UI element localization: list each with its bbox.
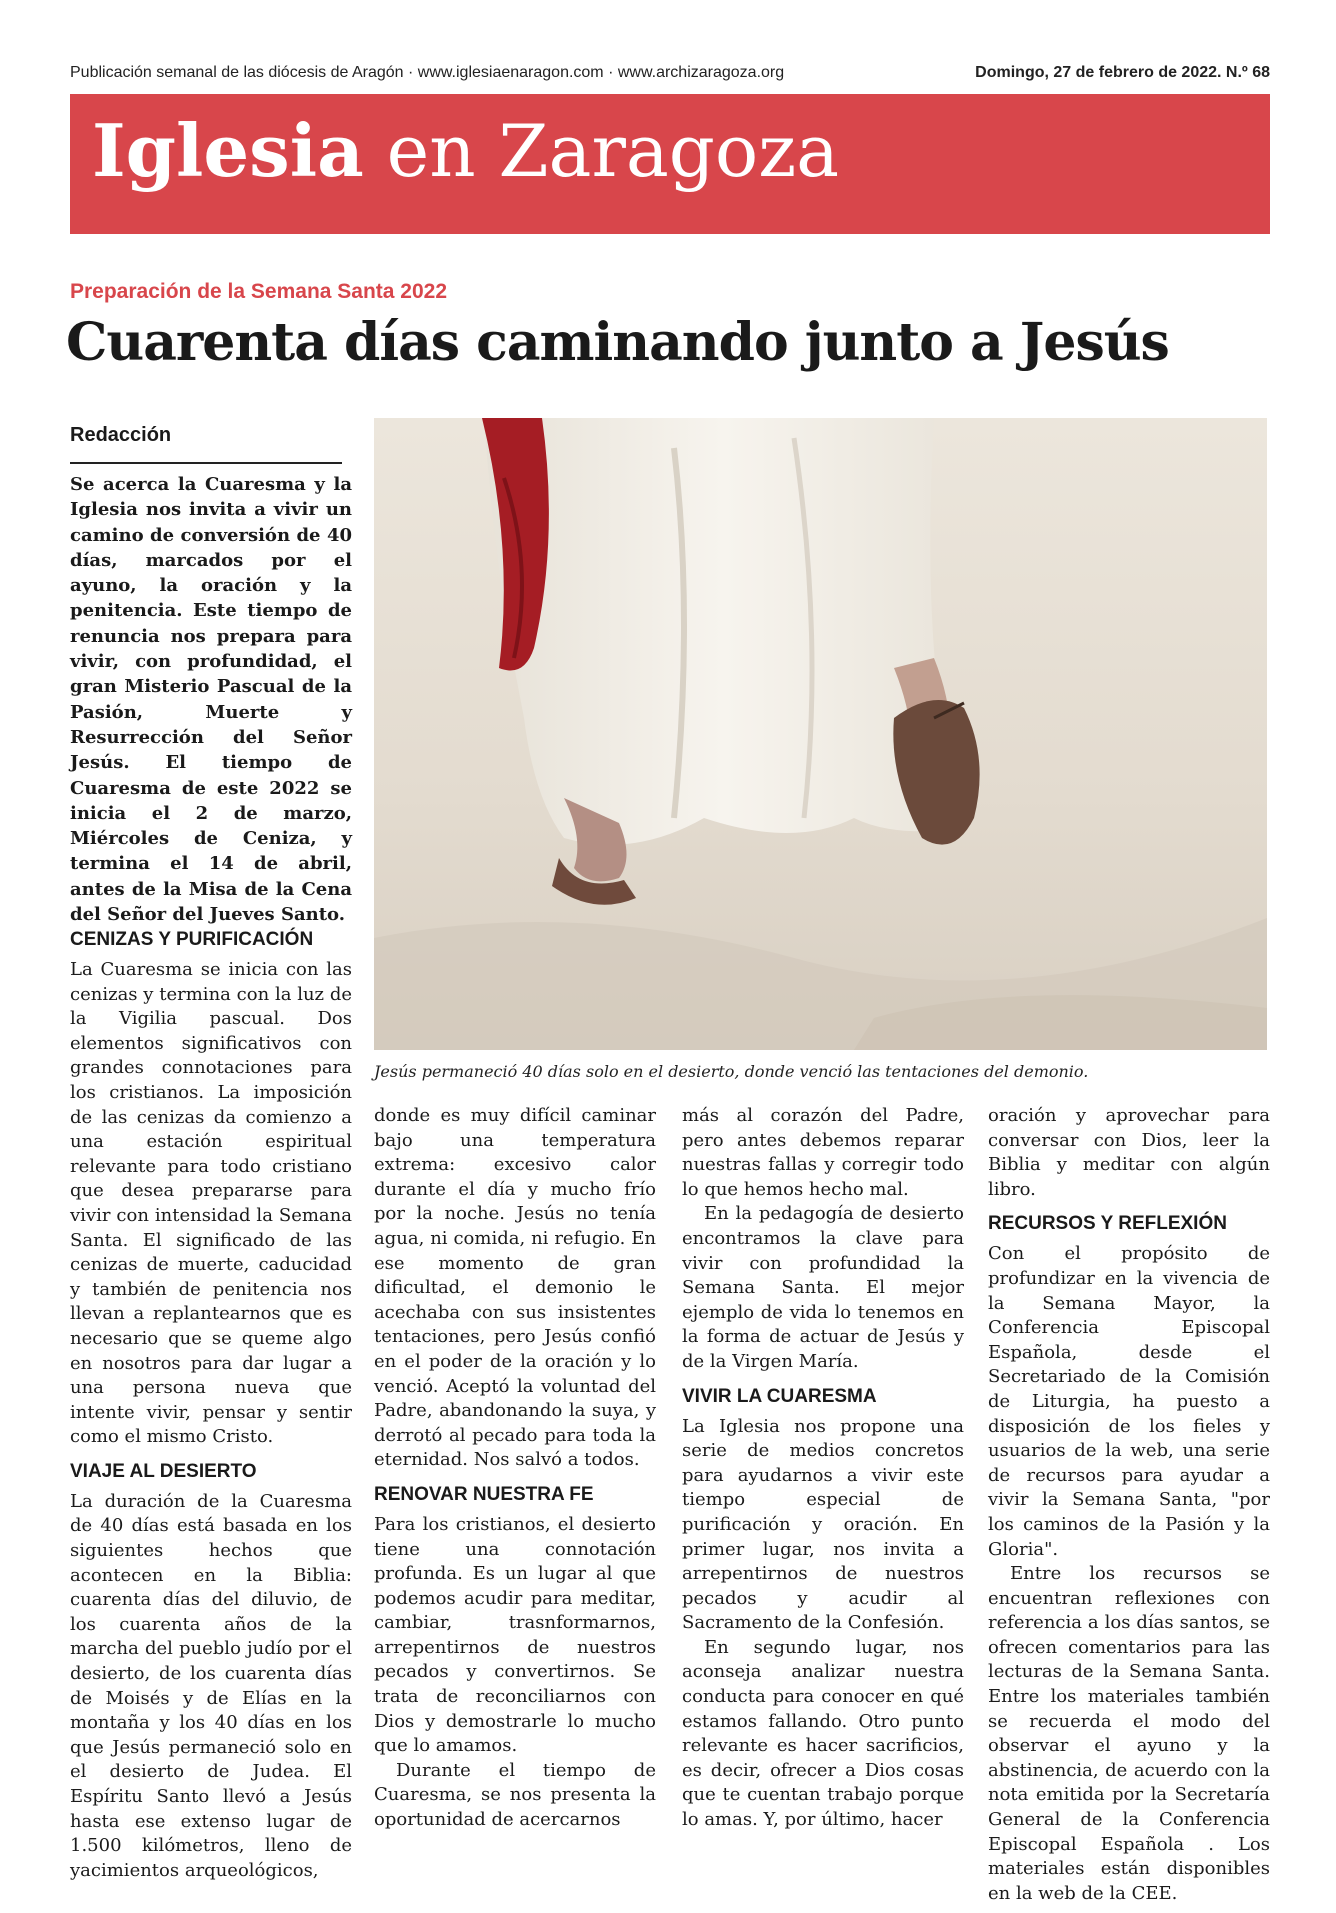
section-heading: VIVIR LA CUARESMA — [682, 1385, 877, 1407]
paragraph: Entre los recursos se encuentran reflexiones con referencia a los días santos, se ofrecen comentarios para las lecturas de la Semana Santa. Entre los materiales también se recuerda el modo del observar el ayuno y la abstinencia, de acuerdo con la nota emitida por la Secretaría General de la Conferencia Episcopal Española . Los materiales están disponibles en la web de la CEE. — [988, 1563, 1270, 1904]
article-byline: Redacción — [70, 424, 172, 446]
masthead-title — [92, 108, 839, 193]
photo-caption: Jesús permaneció 40 días solo en el desierto, donde venció las tentaciones del demonio. — [374, 1062, 1089, 1081]
article-photo — [374, 418, 1267, 1050]
masthead-title-light: en Zaragoza — [386, 109, 840, 193]
article-column-2 — [374, 1104, 656, 1833]
issue-date: Domingo, 27 de febrero de 2022. N.º 68 — [975, 64, 1270, 81]
section-heading: VIAJE AL DESIERTO — [70, 1460, 257, 1482]
paragraph: donde es muy difícil caminar bajo una temperatura extrema: excesivo calor durante el día y mucho frío por la noche. Jesús no tenía agua, ni comida, ni refugio. En ese momento de gran dificultad, el demonio le acechaba con sus insistentes tentaciones, pero Jesús confió en el poder de la oración y lo venció. Aceptó la voluntad del Padre, abandonando la suya, y derrotó al pecado para toda la eternidad. Nos salvó a todos. — [374, 1105, 656, 1471]
paragraph: Con el propósito de profundizar en la vivencia de la Semana Mayor, la Conferencia Episcopal Española, desde el Secretariado de la Comisión de Liturgia, ha puesto a disposición de los fieles y usuarios de la web, una serie de recursos para ayudar a vivir la Semana Santa, "por los caminos de la Pasión y la Gloria". — [988, 1243, 1270, 1560]
byline-divider — [70, 462, 342, 464]
paragraph: oración y aprovechar para conversar con Dios, leer la Biblia y meditar con algún libro. — [988, 1105, 1270, 1200]
paragraph: La Cuaresma se inicia con las cenizas y termina con la luz de la Vigilia pascual. Dos elementos significativos con grandes connotaciones para los cristianos. La imposición de las cenizas da comienzo a una estación espiritual relevante para todo cristiano que desea prepararse para vivir con intensidad la Semana Santa. El significado de las cenizas de muerte, caducidad y también de penitencia nos llevan a replantearnos que es necesario que se queme algo en nosotros para dar lugar a una persona nueva que intente vivir, pensar y sentir como el mismo Cristo. — [70, 959, 352, 1448]
masthead-banner — [70, 94, 1270, 234]
paragraph: más al corazón del Padre, pero antes debemos reparar nuestras fallas y corregir todo lo que hemos hecho mal. — [682, 1105, 964, 1200]
section-heading: RECURSOS Y REFLEXIÓN — [988, 1213, 1227, 1235]
article-kicker: Preparación de la Semana Santa 2022 — [70, 280, 448, 303]
paragraph: La Iglesia nos propone una serie de medios concretos para ayudarnos a vivir este tiempo especial de purificación y oración. En primer lugar, nos invita a arrepentirnos de nuestros pecados y acudir al Sacramento de la Confesión. — [682, 1415, 964, 1634]
masthead-title-bold: Iglesia — [92, 108, 364, 193]
article-column-3 — [682, 1104, 964, 1833]
article-column-1 — [70, 928, 352, 1883]
paragraph: En segundo lugar, nos aconseja analizar nuestra conducta para conocer en qué estamos fallando. Otro punto relevante es hacer sacrificios, es decir, ofrecer a Dios cosas que te cuentan trabajo porque lo amas. Y, por último, hacer — [682, 1636, 964, 1831]
paragraph: En la pedagogía de desierto encontramos la clave para vivir con profundidad la Semana Santa. El mejor ejemplo de vida lo tenemos en la forma de actuar de Jesús y de la Virgen María. — [682, 1203, 964, 1372]
article-column-4 — [988, 1104, 1270, 1906]
publication-info: Publicación semanal de las diócesis de Aragón · www.iglesiaenaragon.com · www.archizaragoza.org — [70, 64, 785, 81]
section-heading: RENOVAR NUESTRA FE — [374, 1483, 594, 1505]
paragraph: La duración de la Cuaresma de 40 días está basada en los siguientes hechos que acontecen en la Biblia: cuarenta días del diluvio, de los cuarenta años de la marcha del pueblo judío por el desierto, de los cuarenta días de Moisés y de Elías en la montaña y los 40 días en los que Jesús permaneció solo en el desierto de Judea. El Espíritu Santo llevó a Jesús hasta ese extenso lugar de 1.500 kilómetros, lleno de yacimientos arqueológicos, — [70, 1490, 352, 1881]
article-headline: Cuarenta días caminando junto a Jesús — [66, 312, 1169, 373]
section-heading: CENIZAS Y PURIFICACIÓN — [70, 929, 314, 950]
article-lede: Se acerca la Cuaresma y la Iglesia nos invita a vivir un camino de conversión de 40 días, marcados por el ayuno, la oración y la penitencia. Este tiempo de renuncia nos prepara para vivir, con profundidad, el gran Misterio Pascual de la Pasión, Muerte y Resurrección del Señor Jesús. El tiempo de Cuaresma de este 2022 se inicia el 2 de marzo, Miércoles de Ceniza, y termina el 14 de abril, antes de la Misa de la Cena del Señor del Jueves Santo. — [70, 474, 352, 926]
paragraph: Durante el tiempo de Cuaresma, se nos presenta la oportunidad de acercarnos — [374, 1759, 656, 1831]
paragraph: Para los cristianos, el desierto tiene una connotación profunda. Es un lugar al que podemos acudir para meditar, cambiar, trasnformarnos, arrepentirnos de nuestros pecados y convertirnos. Se trata de reconciliarnos con Dios y demostrarle lo mucho que lo amamos. — [374, 1513, 656, 1757]
